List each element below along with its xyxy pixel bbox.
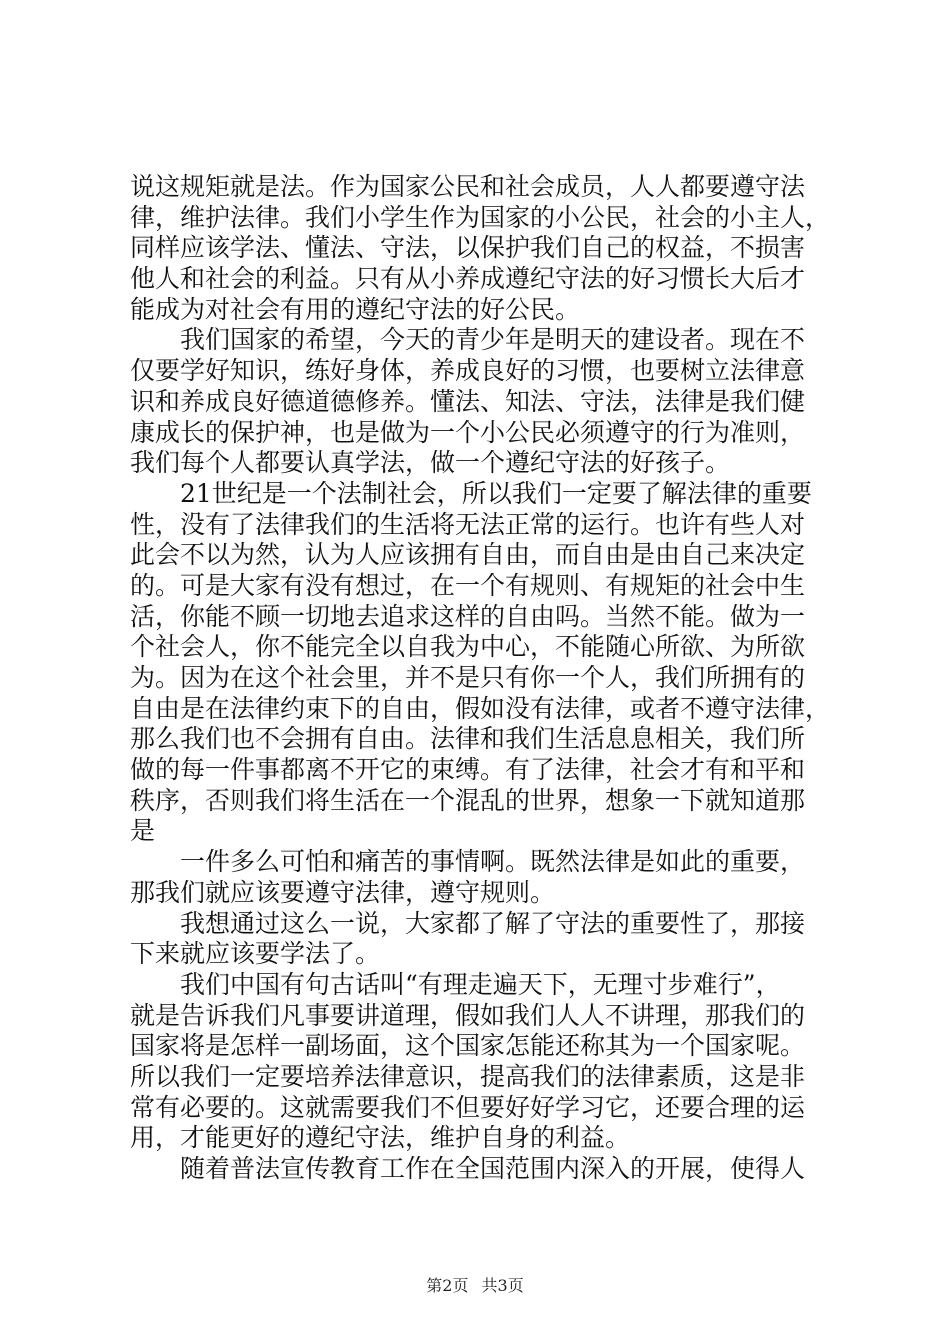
text-line: 的。可是大家有没有想过，在一个有规则、有规矩的社会中生 [130,570,806,600]
text-line: 性，没有了法律我们的生活将无法正常的运行。也许有些人对 [130,509,806,539]
text-line: 就是告诉我们凡事要讲道理，假如我们人人不讲理，那我们的 [130,1000,806,1030]
text-line: 下来就应该要学法了。 [130,939,381,969]
text-line: 同样应该学法、懂法、守法，以保护我们自己的权益，不损害 [130,233,806,263]
text-line: 一件多么可怕和痛苦的事情啊。既然法律是如此的重要， [180,847,806,877]
text-line: 21世纪是一个法制社会，所以我们一定要了解法律的重要 [180,478,812,508]
text-line: 我们每个人都要认真学法，做一个遵纪守法的好孩子。 [130,448,731,478]
text-line: 所以我们一定要培养法律意识，提高我们的法律素质，这是非 [130,1061,806,1091]
text-line: 秩序，否则我们将生活在一个混乱的世界，想象一下就知道那 [130,785,806,815]
text-line: 他人和社会的利益。只有从小养成遵纪守法的好习惯长大后才 [130,264,806,294]
text-line: 那么我们也不会拥有自由。法律和我们生活息息相关，我们所 [130,724,806,754]
text-line: 个社会人，你不能完全以自我为中心，不能随心所欲、为所欲 [130,632,806,662]
text-line: 是 [130,816,156,846]
page-number-current: 第2页 [426,1276,469,1295]
text-line: 做的每一件事都离不开它的束缚。有了法律，社会才有和平和 [130,755,806,785]
page-number-total: 共3页 [481,1276,524,1295]
document-body [130,172,830,1185]
text-line: 我们中国有句古话叫“有理走遍天下，无理寸步难行”， [180,969,781,999]
text-line: 常有必要的。这就需要我们不但要好好学习它，还要合理的运 [130,1092,806,1122]
text-line: 康成长的保护神，也是做为一个小公民必须遵守的行为准则， [130,417,806,447]
text-line: 国家将是怎样一副场面，这个国家怎能还称其为一个国家呢。 [130,1031,806,1061]
text-line: 随着普法宣传教育工作在全国范围内深入的开展，使得人 [180,1154,806,1183]
text-line: 律，维护法律。我们小学生作为国家的小公民，社会的小主人， [130,202,831,232]
text-line: 说这规矩就是法。作为国家公民和社会成员，人人都要遵守法 [130,172,806,201]
page-footer [0,1276,950,1296]
text-line: 自由是在法律约束下的自由，假如没有法律，或者不遵守法律， [130,693,831,723]
text-line: 此会不以为然，认为人应该拥有自由，而自由是由自己来决定 [130,540,806,570]
text-line: 我想通过这么一说，大家都了解了守法的重要性了，那接 [180,908,806,938]
text-line: 识和养成良好德道德修养。懂法、知法、守法，法律是我们健 [130,386,806,416]
text-line: 仅要学好知识，练好身体，养成良好的习惯，也要树立法律意 [130,356,806,386]
text-line: 为。因为在这个社会里，并不是只有你一个人，我们所拥有的 [130,663,806,692]
text-line: 能成为对社会有用的遵纪守法的好公民。 [130,294,581,324]
text-line: 用，才能更好的遵纪守法，维护自身的利益。 [130,1123,631,1153]
text-line: 那我们就应该要遵守法律，遵守规则。 [130,877,556,907]
text-line: 我们国家的希望，今天的青少年是明天的建设者。现在不 [180,325,806,355]
text-line: 活，你能不顾一切地去追求这样的自由吗。当然不能。做为一 [130,601,806,631]
